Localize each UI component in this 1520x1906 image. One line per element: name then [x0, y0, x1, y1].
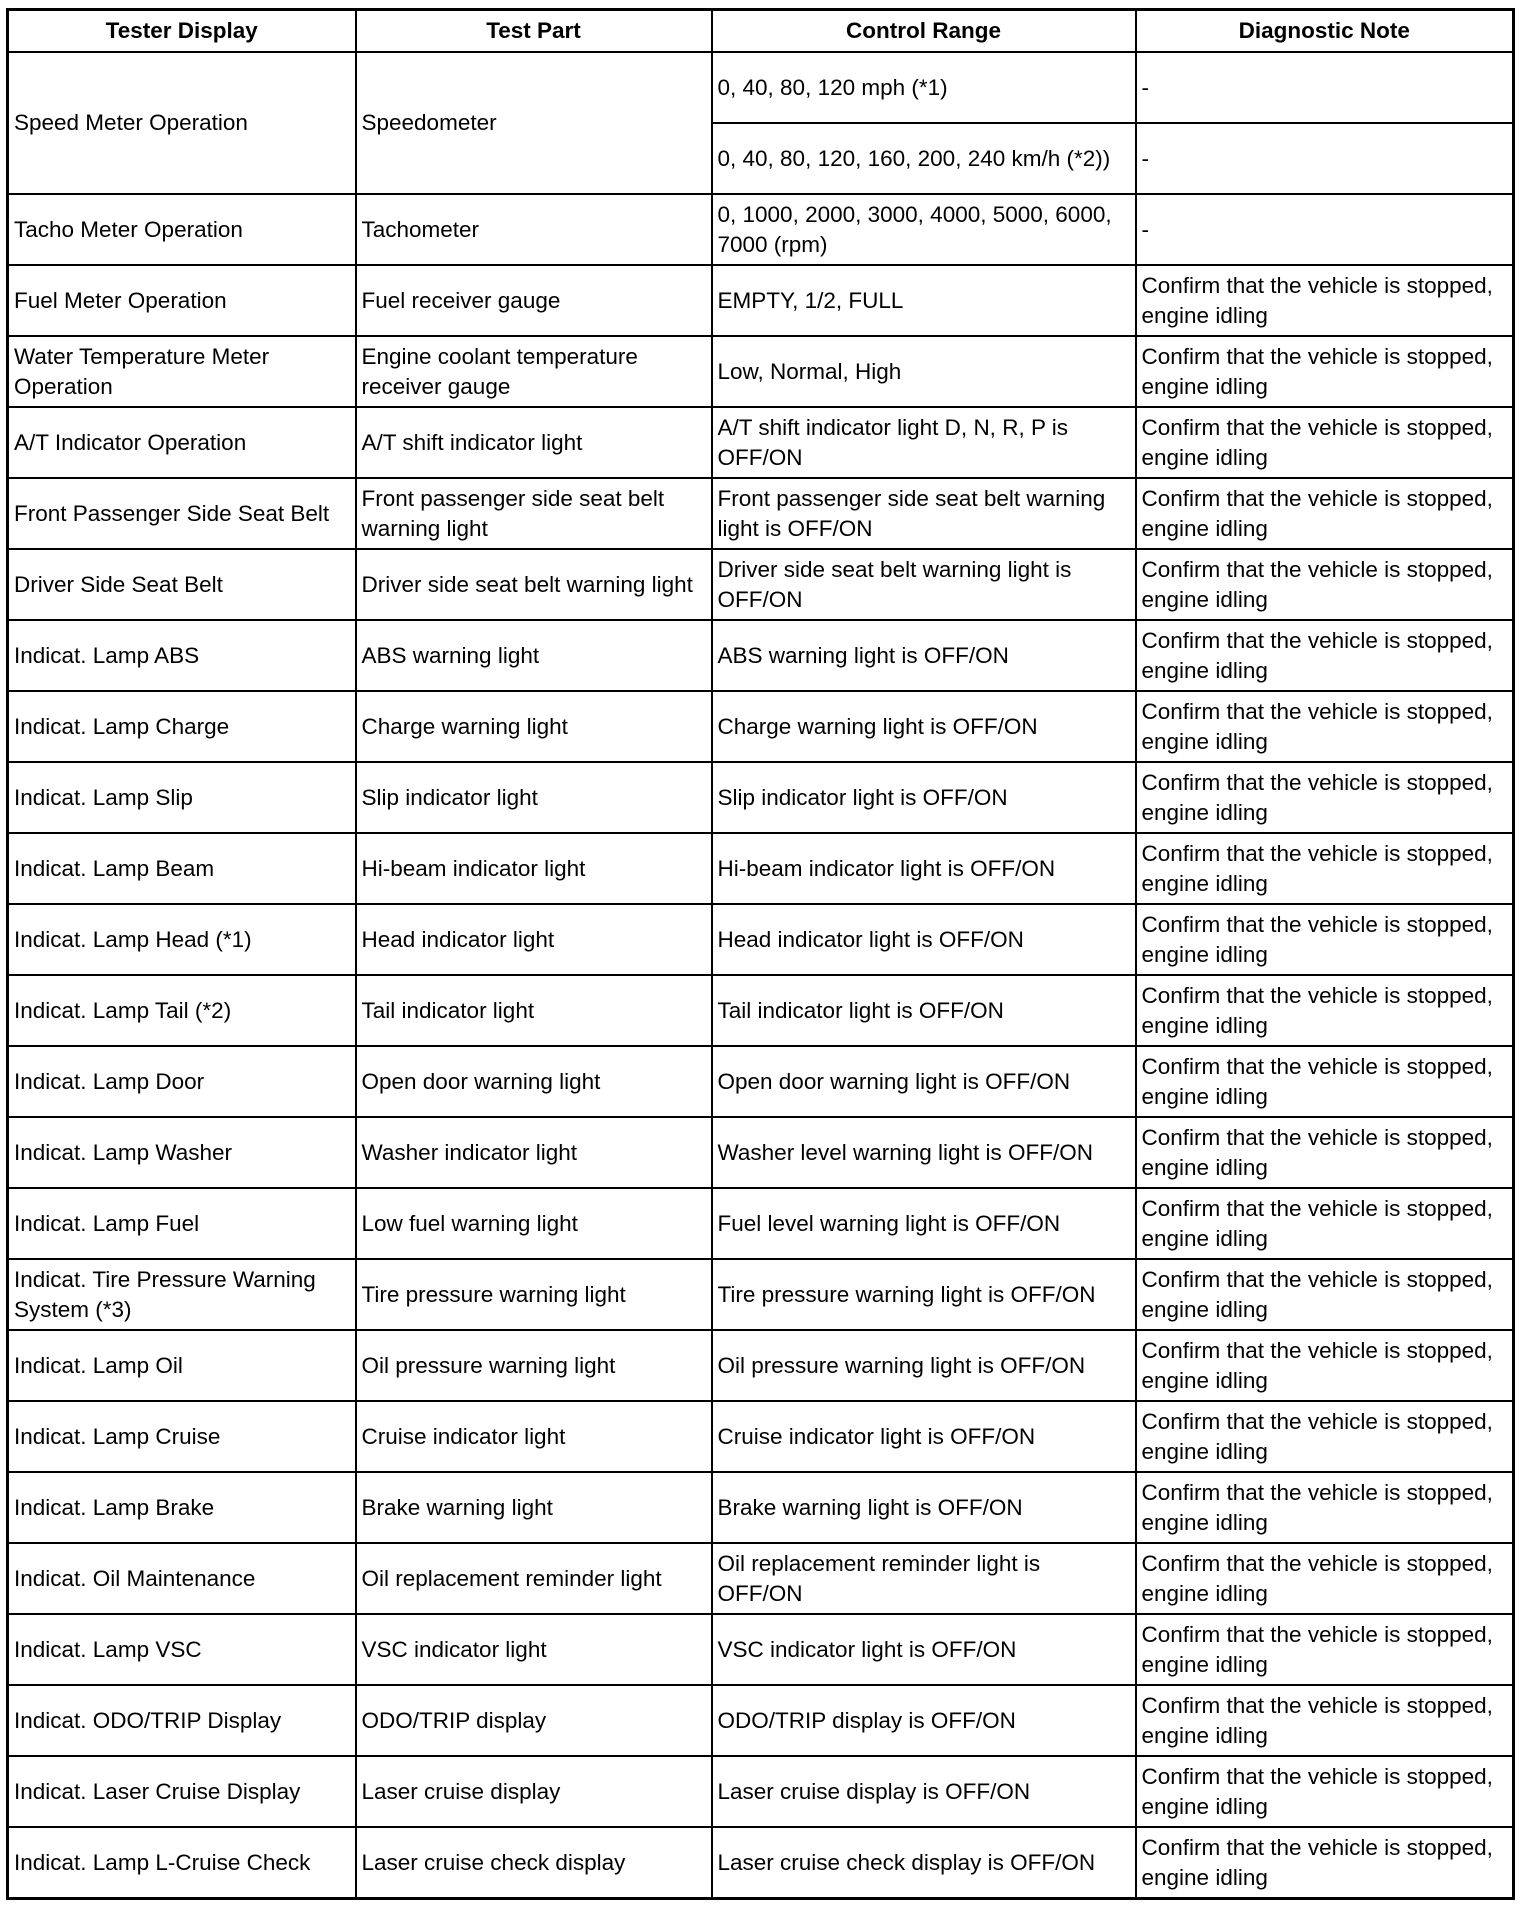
table-row [8, 52, 1514, 123]
test-part-cell: Brake warning light [356, 1472, 712, 1543]
control-range-cell: Hi-beam indicator light is OFF/ON [712, 833, 1136, 904]
control-range-cell: Washer level warning light is OFF/ON [712, 1117, 1136, 1188]
test-part-cell: Low fuel warning light [356, 1188, 712, 1259]
table-row [8, 833, 1514, 904]
diagnostic-note-cell: Confirm that the vehicle is stopped, engine idling [1136, 1117, 1514, 1188]
tester-display-cell: Indicat. Oil Maintenance [8, 1543, 356, 1614]
tester-display-cell: Water Temperature Meter Operation [8, 336, 356, 407]
test-part-cell: Oil replacement reminder light [356, 1543, 712, 1614]
control-range-cell: VSC indicator light is OFF/ON [712, 1614, 1136, 1685]
table-row [8, 1117, 1514, 1188]
table-row [8, 1188, 1514, 1259]
diagnostic-note-cell: Confirm that the vehicle is stopped, engine idling [1136, 1756, 1514, 1827]
control-range-cell: Oil pressure warning light is OFF/ON [712, 1330, 1136, 1401]
control-range-cell: Laser cruise display is OFF/ON [712, 1756, 1136, 1827]
tester-display-cell: Speed Meter Operation [8, 52, 356, 194]
diagnostic-note-cell: Confirm that the vehicle is stopped, engine idling [1136, 407, 1514, 478]
tester-display-cell: Indicat. Lamp Tail (*2) [8, 975, 356, 1046]
table-body [8, 52, 1514, 1899]
test-part-cell: Driver side seat belt warning light [356, 549, 712, 620]
tester-display-cell: Front Passenger Side Seat Belt [8, 478, 356, 549]
control-range-cell: Brake warning light is OFF/ON [712, 1472, 1136, 1543]
control-range-cell: ABS warning light is OFF/ON [712, 620, 1136, 691]
control-range-cell: Slip indicator light is OFF/ON [712, 762, 1136, 833]
test-part-cell: Hi-beam indicator light [356, 833, 712, 904]
table-row [8, 1756, 1514, 1827]
table-row [8, 265, 1514, 336]
tester-display-cell: Indicat. Lamp Charge [8, 691, 356, 762]
test-part-cell: Oil pressure warning light [356, 1330, 712, 1401]
tester-display-cell: Indicat. Lamp Washer [8, 1117, 356, 1188]
header-control-range: Control Range [712, 10, 1136, 53]
diagnostic-note-cell: Confirm that the vehicle is stopped, engine idling [1136, 1472, 1514, 1543]
test-part-cell: ODO/TRIP display [356, 1685, 712, 1756]
tester-display-cell: Tacho Meter Operation [8, 194, 356, 265]
diagnostic-note-cell: Confirm that the vehicle is stopped, engine idling [1136, 1827, 1514, 1899]
diagnostic-note-cell: Confirm that the vehicle is stopped, engine idling [1136, 1614, 1514, 1685]
test-part-cell: Laser cruise check display [356, 1827, 712, 1899]
tester-display-cell: Indicat. Lamp Beam [8, 833, 356, 904]
table-row [8, 904, 1514, 975]
table-row [8, 549, 1514, 620]
table-container [6, 8, 1512, 1900]
diagnostic-note-cell: Confirm that the vehicle is stopped, engine idling [1136, 1259, 1514, 1330]
diagnostic-note-cell: Confirm that the vehicle is stopped, engine idling [1136, 620, 1514, 691]
diagnostic-note-cell: Confirm that the vehicle is stopped, engine idling [1136, 1685, 1514, 1756]
table-row [8, 1685, 1514, 1756]
control-range-cell: ODO/TRIP display is OFF/ON [712, 1685, 1136, 1756]
diagnostic-note-cell: Confirm that the vehicle is stopped, engine idling [1136, 1330, 1514, 1401]
diagnostic-note-cell: Confirm that the vehicle is stopped, engine idling [1136, 265, 1514, 336]
test-part-cell: Charge warning light [356, 691, 712, 762]
diagnostic-note-cell: - [1136, 52, 1514, 123]
table-row [8, 336, 1514, 407]
diagnostic-note-cell: Confirm that the vehicle is stopped, engine idling [1136, 762, 1514, 833]
tester-display-cell: Indicat. Lamp VSC [8, 1614, 356, 1685]
table-row [8, 1827, 1514, 1899]
table-row [8, 1401, 1514, 1472]
active-test-table [6, 8, 1515, 1900]
control-range-cell: Tire pressure warning light is OFF/ON [712, 1259, 1136, 1330]
table-row [8, 762, 1514, 833]
header-row [8, 10, 1514, 53]
test-part-cell: Head indicator light [356, 904, 712, 975]
control-range-cell: Charge warning light is OFF/ON [712, 691, 1136, 762]
control-range-cell: 0, 40, 80, 120, 160, 200, 240 km/h (*2)) [712, 123, 1136, 194]
diagnostic-note-cell: Confirm that the vehicle is stopped, engine idling [1136, 1046, 1514, 1117]
table-row [8, 407, 1514, 478]
diagnostic-note-cell: Confirm that the vehicle is stopped, engine idling [1136, 691, 1514, 762]
control-range-cell: Oil replacement reminder light is OFF/ON [712, 1543, 1136, 1614]
diagnostic-note-cell: Confirm that the vehicle is stopped, engine idling [1136, 1401, 1514, 1472]
test-part-cell: Tachometer [356, 194, 712, 265]
diagnostic-note-cell: Confirm that the vehicle is stopped, engine idling [1136, 1188, 1514, 1259]
control-range-cell: Open door warning light is OFF/ON [712, 1046, 1136, 1117]
control-range-cell: Low, Normal, High [712, 336, 1136, 407]
table-row [8, 1330, 1514, 1401]
control-range-cell: EMPTY, 1/2, FULL [712, 265, 1136, 336]
diagnostic-note-cell: Confirm that the vehicle is stopped, engine idling [1136, 549, 1514, 620]
tester-display-cell: Driver Side Seat Belt [8, 549, 356, 620]
table-row [8, 620, 1514, 691]
diagnostic-note-cell: Confirm that the vehicle is stopped, engine idling [1136, 336, 1514, 407]
test-part-cell: Washer indicator light [356, 1117, 712, 1188]
test-part-cell: VSC indicator light [356, 1614, 712, 1685]
test-part-cell: Tail indicator light [356, 975, 712, 1046]
tester-display-cell: Indicat. Lamp ABS [8, 620, 356, 691]
control-range-cell: Laser cruise check display is OFF/ON [712, 1827, 1136, 1899]
test-part-cell: Slip indicator light [356, 762, 712, 833]
control-range-cell: 0, 1000, 2000, 3000, 4000, 5000, 6000, 7000 (rpm) [712, 194, 1136, 265]
control-range-cell: 0, 40, 80, 120 mph (*1) [712, 52, 1136, 123]
diagnostic-note-cell: - [1136, 194, 1514, 265]
diagnostic-note-cell: Confirm that the vehicle is stopped, engine idling [1136, 975, 1514, 1046]
control-range-cell: Driver side seat belt warning light is OFF/ON [712, 549, 1136, 620]
table-header [8, 10, 1514, 53]
test-part-cell: Front passenger side seat belt warning light [356, 478, 712, 549]
header-test-part: Test Part [356, 10, 712, 53]
test-part-cell: Open door warning light [356, 1046, 712, 1117]
header-diagnostic-note: Diagnostic Note [1136, 10, 1514, 53]
table-row [8, 1259, 1514, 1330]
table-row [8, 1046, 1514, 1117]
control-range-cell: Cruise indicator light is OFF/ON [712, 1401, 1136, 1472]
tester-display-cell: Indicat. Lamp L-Cruise Check [8, 1827, 356, 1899]
table-row [8, 1472, 1514, 1543]
tester-display-cell: Indicat. Lamp Fuel [8, 1188, 356, 1259]
control-range-cell: Front passenger side seat belt warning light is OFF/ON [712, 478, 1136, 549]
tester-display-cell: Indicat. Lamp Brake [8, 1472, 356, 1543]
tester-display-cell: Indicat. Tire Pressure Warning System (*3) [8, 1259, 356, 1330]
diagnostic-note-cell: Confirm that the vehicle is stopped, engine idling [1136, 478, 1514, 549]
control-range-cell: A/T shift indicator light D, N, R, P is OFF/ON [712, 407, 1136, 478]
test-part-cell: Engine coolant temperature receiver gauge [356, 336, 712, 407]
header-tester-display: Tester Display [8, 10, 356, 53]
test-part-cell: Cruise indicator light [356, 1401, 712, 1472]
tester-display-cell: Indicat. Lamp Oil [8, 1330, 356, 1401]
tester-display-cell: Fuel Meter Operation [8, 265, 356, 336]
test-part-cell: Tire pressure warning light [356, 1259, 712, 1330]
diagnostic-note-cell: - [1136, 123, 1514, 194]
test-part-cell: Laser cruise display [356, 1756, 712, 1827]
control-range-cell: Tail indicator light is OFF/ON [712, 975, 1136, 1046]
diagnostic-note-cell: Confirm that the vehicle is stopped, engine idling [1136, 833, 1514, 904]
tester-display-cell: Indicat. Lamp Door [8, 1046, 356, 1117]
tester-display-cell: Indicat. ODO/TRIP Display [8, 1685, 356, 1756]
test-part-cell: ABS warning light [356, 620, 712, 691]
test-part-cell: Speedometer [356, 52, 712, 194]
diagnostic-note-cell: Confirm that the vehicle is stopped, engine idling [1136, 1543, 1514, 1614]
table-row [8, 194, 1514, 265]
table-row [8, 478, 1514, 549]
tester-display-cell: Indicat. Lamp Cruise [8, 1401, 356, 1472]
table-row [8, 1614, 1514, 1685]
table-row [8, 1543, 1514, 1614]
tester-display-cell: Indicat. Lamp Head (*1) [8, 904, 356, 975]
control-range-cell: Fuel level warning light is OFF/ON [712, 1188, 1136, 1259]
test-part-cell: A/T shift indicator light [356, 407, 712, 478]
control-range-cell: Head indicator light is OFF/ON [712, 904, 1136, 975]
table-row [8, 691, 1514, 762]
tester-display-cell: A/T Indicator Operation [8, 407, 356, 478]
tester-display-cell: Indicat. Laser Cruise Display [8, 1756, 356, 1827]
table-row [8, 975, 1514, 1046]
diagnostic-note-cell: Confirm that the vehicle is stopped, engine idling [1136, 904, 1514, 975]
tester-display-cell: Indicat. Lamp Slip [8, 762, 356, 833]
test-part-cell: Fuel receiver gauge [356, 265, 712, 336]
